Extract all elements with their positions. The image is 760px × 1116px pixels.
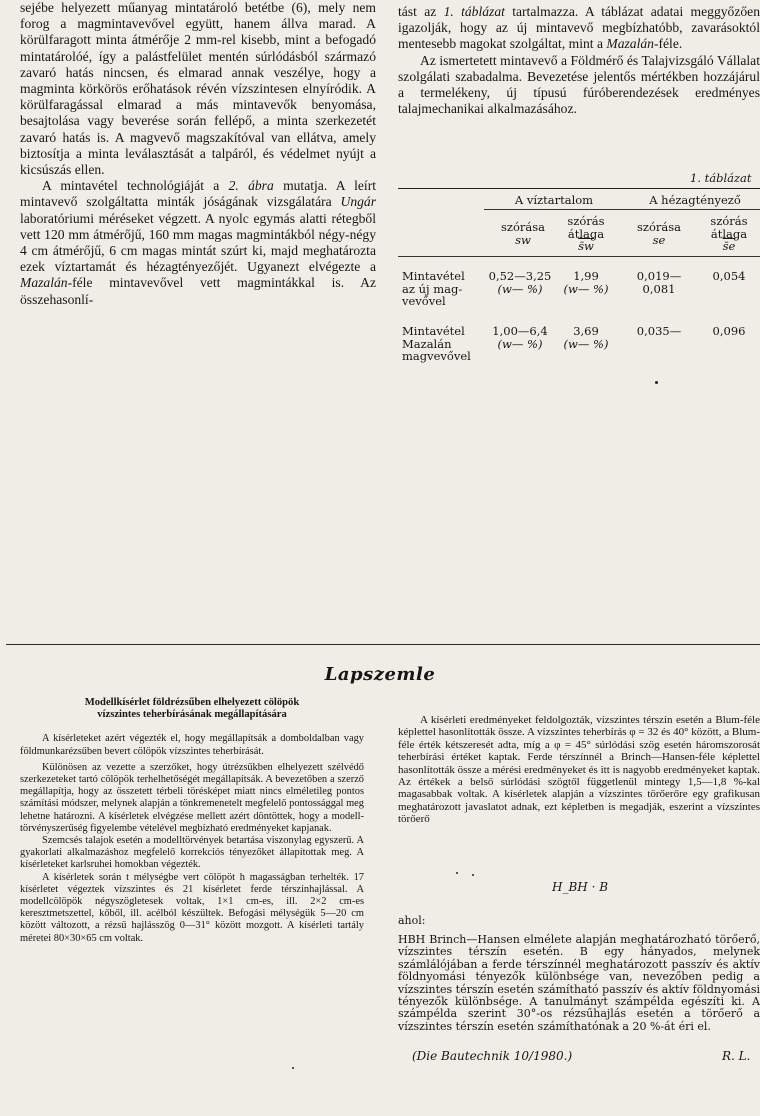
table-rule <box>484 209 760 210</box>
source-citation: (Die Bautechnik 10/1980.) <box>412 1049 573 1063</box>
top-left-column <box>20 0 376 308</box>
paragraph: A kísérleteket azért végezték el, hogy megállapítsák a domboldalban vagy földmunkarézsűben bevert cölöpök vízszintes teherbírását. <box>20 733 364 757</box>
top-right-column <box>398 4 760 117</box>
article-title: Modellkísérlet földrézsűben elhelyezett cölöpök vízszintes teherbírásának megállapítására <box>84 697 300 721</box>
paragraph: tást az 1. táblázat tartalmazza. A táblázat adatai meggyőzően igazolják, hogy az új mintavevő megbízhatóbb, zavarásoktól mentesebb magokat szolgáltat, mint a Mazalán-féle. <box>398 4 760 52</box>
table-header: szórása se <box>637 220 681 247</box>
table-header: szórás átlaga s̄e <box>710 214 748 254</box>
paragraph: sejébe helyezett műanyag mintatároló betétbe (6), mely nem forog a magmintavevővel együtt, hanem állva marad. A körülfaragott minta átmérője 2 mm-rel kisebb, mint a befogadó mintatárolóé, így a palástfelület mentén súrlódásból származó zavaró hatás nincsen, és elmarad annak veszélye, hogy a magminta körkörös erőhatások révén vízszintesen elnyíródik. A körülfaragással elmarad a más mintavevők benyomása, besajtolása vagy beverése során fellépő, a minta szerkezetét zavaró hatás is. A magvevő magszakítóval van ellátva, amely biztosítja a minta leválasztását a talpáról, és védelmet nyújt a kicsúszás ellen. <box>20 0 376 178</box>
paragraph: Szemcsés talajok esetén a modelltörvények betartása viszonylag egyszerű. A gyakorlati alkalmazáshoz megfelelő korrekciós tényezőket állapítottak meg. A kísérleteket karlsruhei homokban végezték. <box>20 835 364 871</box>
table-row-label: Mintavétel Mazalán magvevővel <box>402 324 471 364</box>
table-cell: 0,035— <box>636 324 682 338</box>
definition-label: ahol: <box>398 914 426 927</box>
table-cell: 1,00—6,4 (w— %) <box>492 324 548 351</box>
speck <box>456 872 458 874</box>
table-header: szórás átlaga s̄w <box>567 214 605 254</box>
table-rule <box>398 188 760 189</box>
paragraph: Különösen az vezette a szerzőket, hogy útrézsűkben elhelyezett szélvédő szerkezeteket tartó cölöpök terhelhetőségét megállapítsák. A bevezetőben a szerző megállapítja, hogy az összetett térbeli törésképet miatt nincs elméletileg pontos számítási módszer, melynek alapján a tönkremenetelt megfelelő pontossággal meg lehetne határozni. A kísérletek elvégzése mellett azért döntöttek, hogy a modell-törvényszerűség figyelembe vételével megbízható eredményeket kapjanak. <box>20 761 364 834</box>
table-cell: 1,99 (w— %) <box>563 269 609 296</box>
paragraph: A kísérleti eredményeket feldolgozták, vízszintes térszín esetén a Blum-féle képlettel hasonlították össze. A vízszintes teherbírás φ = 32 és 40° között, a Blum-féle érték kétszeresét adta, míg a φ = 45° súrlódási szög esetén háromszorosát teherbírási értéket kaptak. Ferde térszínnél a Brinch—Hansen-féle képlettel hasonlították össze a mérési eredményeket és itt is nagyobb eredményeket kaptak. Az értékek a belső súrlódási szögtől függetlenül mintegy 1,5—1,8 %-kal magasabbak voltak. A kísérletek alapján a vízszintes törőerőre egy grafikusan meghatározott javaslatot adnak, ezt képletben is megadják, eszerint a vízszintes törőerő <box>398 714 760 826</box>
speck <box>292 1067 294 1069</box>
speck <box>472 874 474 876</box>
paragraph: Az ismertetett mintavevő a Földmérő és Talajvizsgáló Vállalat szolgálati szabadalma. Bevezetése jelentős mértékben hozzájárul a termelékeny, új típusú fúróberendezések eredményes talajmechanikai alkalmazásához. <box>398 52 760 117</box>
table-header: szórása sw <box>501 220 545 247</box>
bottom-left-column <box>20 697 364 945</box>
table-cell: 3,69 (w— %) <box>563 324 609 351</box>
table-cell: 0,054 <box>712 269 746 283</box>
table-group-header: A hézagtényező <box>649 193 741 207</box>
table-rule <box>398 256 760 257</box>
table-caption: 1. táblázat <box>690 171 752 185</box>
table-cell: 0,019— 0,081 <box>636 269 682 296</box>
author-initials: R. L. <box>722 1049 751 1063</box>
section-divider <box>6 644 760 645</box>
table-cell: 0,52—3,25 (w— %) <box>488 269 552 296</box>
table-row-label: Mintavétel az új mag- vevővel <box>402 269 465 309</box>
paragraph: A kísérletek során t mélységbe vert cölöpöt h magasságban terhelték. 17 kísérletet végeztek vízszintes és 21 kísérletet ferde térszínhajlással. A modellcölöpök négyszögletesek voltak, 1×1 cm-es, ill. 2×2 cm-es keresztmetszettel, kőből, ill. acélból készültek. Befogási mélységük 5—20 cm között változott, a rézsű hajlásszög 0—31° között mozgott. A kísérleti tartály méretei 80×30×65 cm voltak. <box>20 871 364 944</box>
definition-text: HBH Brinch—Hansen elmélete alapján meghatározható törőerő, vízszintes térszín esetén. B egy hányados, melynek számlálójában a ferde térszínnél meghatározott passzív és aktív földnyomási tényezők különbsége van, nevezőben pedig a vízszintes térszín esetén számítható passzív és aktív földnyomási tényezők különbsége. A tanulmányt számpélda egészíti ki. A számpélda szerint 30°-os rézsűhajlás esetén a törőerő a vízszintes térszín esetén számíthatónak a 20 %-át éri el. <box>398 933 760 1033</box>
section-title: Lapszemle <box>324 664 436 685</box>
table-group-header: A víztartalom <box>514 193 594 207</box>
speck <box>655 381 658 384</box>
formula: H_BH · B <box>552 880 609 894</box>
table-cell: 0,096 <box>712 324 746 338</box>
bottom-right-column <box>398 714 760 826</box>
paragraph: A mintavétel technológiáját a 2. ábra mutatja. A leírt mintavevő szolgáltatta minták jóságának vizsgálatára Ungár laboratóriumi méréseket végzett. A nyolc egymás alatti rétegből vett 120 mm átmérőjű, 160 mm magas magmintákból négy-négy 4 cm átmérőjű, 6 cm magas mintát szúrt ki, majd meghatározta ezek víztartamát és hézagtényezőjét. Ugyanezt elvégezte a Mazalán-féle mintavevővel vett magmintákkal is. Az összehasonlí- <box>20 178 376 307</box>
